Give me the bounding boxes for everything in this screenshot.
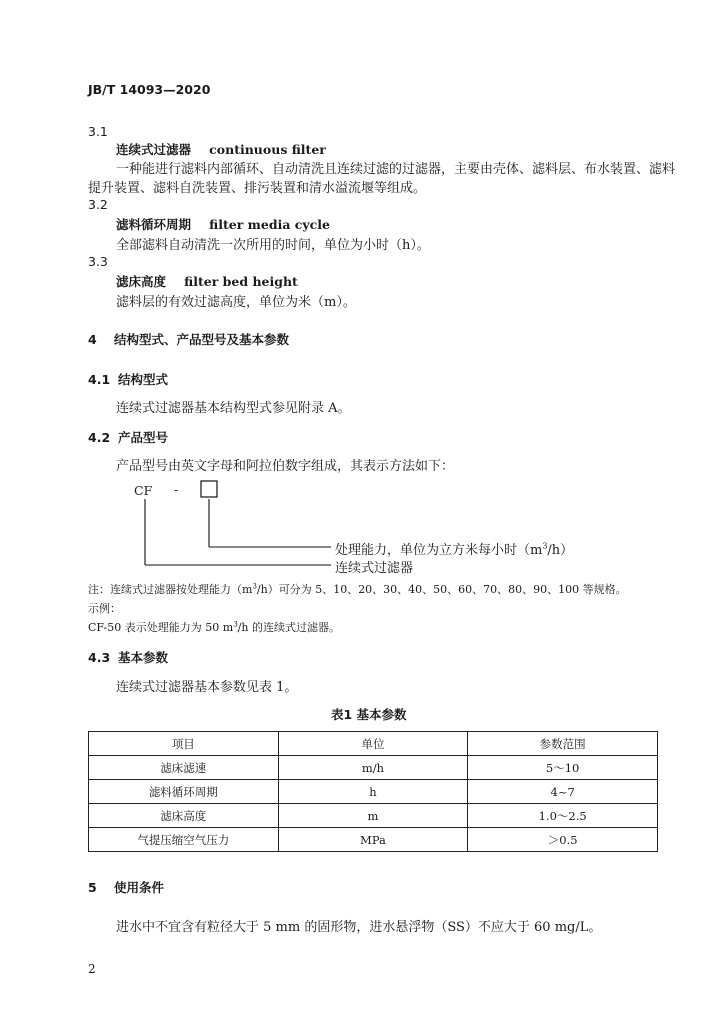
paragraph: 连续式过滤器基本结构型式参见附录 A。 [116,401,351,416]
table-cell: MPa [278,828,468,852]
example-label: 示例： [88,602,121,615]
capacity-label: 处理能力，单位为立方米每小时$(m^3/h)$ [335,541,574,558]
table-cell: m [278,804,468,828]
table-cell: ＞0.5 [468,828,658,852]
term-heading [116,215,330,233]
clause-number: 3.3 [88,254,108,269]
term-en: filter media cycle [209,217,330,232]
term-heading [116,140,326,158]
table-row [89,780,658,804]
model-dash: - [174,482,179,497]
term-en: filter bed height [184,274,298,289]
subsection-heading [88,428,168,446]
table-caption: 表1 基本参数 [331,707,407,722]
capacity-placeholder-box [201,481,217,497]
definition-text: 一种能进行滤料内部循环、自动清洗且连续过滤的过滤器，主要由壳体、滤料层、布水装置、滤料 [116,162,676,177]
table-cell: 滤料循环周期 [89,780,279,804]
type-label: 连续式过滤器 [335,561,414,576]
section-heading [88,330,289,348]
subsection-title: 基本参数 [118,650,169,665]
subsection-number: 4.3 [88,650,111,665]
column-header: 参数范围 [468,732,658,756]
subsection-title: 结构型式 [118,372,169,387]
column-header: 项目 [89,732,279,756]
subsection-heading [88,648,168,666]
table-cell: 4~7 [468,780,658,804]
paragraph: 产品型号由英文字母和阿拉伯数字组成，其表示方法如下： [116,459,455,474]
table-cell: 1.0～2.5 [468,804,658,828]
subsection-number: 4.2 [88,430,111,445]
term-heading [116,272,298,290]
definition-text-cont: 提升装置、滤料自洗装置、排污装置和清水溢流堰等组成。 [88,181,427,196]
table-header-row [89,732,658,756]
section-heading [88,878,164,896]
page-number: 2 [88,962,96,976]
table-cell: h [278,780,468,804]
section-title: 使用条件 [114,880,165,895]
section-number: 5 [88,880,97,895]
note: 注：连续式过滤器按处理能力$(m^3/h)$可分为 5、10、20、30、40、50、60、70、80、90、100 等规格。 [88,582,627,596]
subsection-heading [88,370,168,388]
section-title: 结构型式、产品型号及基本参数 [114,332,290,347]
table-cell: m/h [278,756,468,780]
term-cn: 滤料循环周期 [116,217,192,232]
table-row [89,804,658,828]
table-row [89,756,658,780]
term-en: continuous filter [209,142,326,157]
definition-text: 全部滤料自动清洗一次所用的时间，单位为小时（h）。 [116,238,430,253]
term-cn: 滤床高度 [116,274,167,289]
paragraph: 进水中不宜含有粒径大于 5 mm 的固形物，进水悬浮物（SS）不应大于 60 mg/L。 [116,920,602,935]
subsection-title: 产品型号 [118,430,169,445]
column-header: 单位 [278,732,468,756]
model-designation-diagram [134,480,594,580]
section-number: 4 [88,332,97,347]
table-cell: 滤床高度 [89,804,279,828]
parameters-table [88,731,658,852]
subsection-number: 4.1 [88,372,111,387]
definition-text: 滤料层的有效过滤高度，单位为米（m）。 [116,295,356,310]
table-cell: 气提压缩空气压力 [89,828,279,852]
clause-number: 3.2 [88,197,108,212]
table-row [89,828,658,852]
clause-number: 3.1 [88,124,108,139]
table-cell: 滤床滤速 [89,756,279,780]
table-cell: 5～10 [468,756,658,780]
example-text: CF-50 表示处理能力为 50 $m^3/h$ 的连续式过滤器。 [88,620,340,634]
standard-code: JB/T 14093—2020 [88,82,211,97]
paragraph: 连续式过滤器基本参数见表 1。 [116,680,298,695]
model-prefix: CF [134,483,153,498]
term-cn: 连续式过滤器 [116,142,192,157]
